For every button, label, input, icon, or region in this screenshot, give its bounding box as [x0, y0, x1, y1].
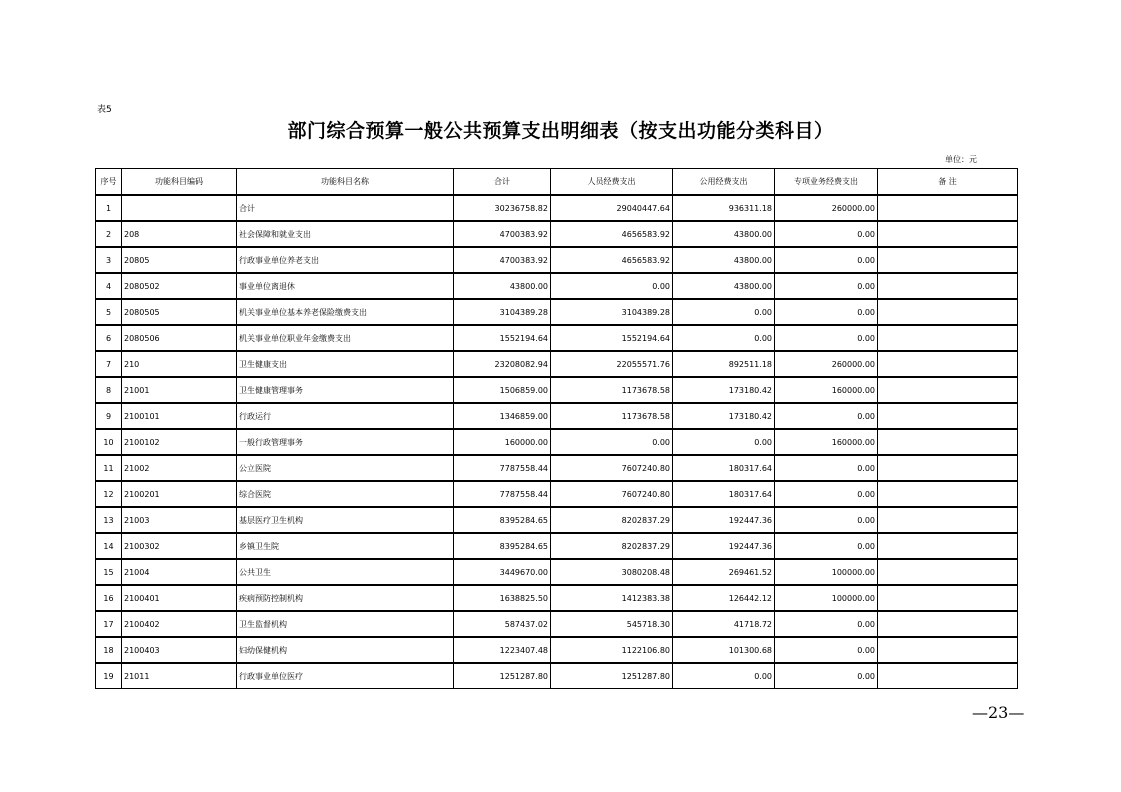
cell-note — [878, 559, 1018, 585]
cell-name: 卫生监督机构 — [237, 611, 454, 637]
cell-idx: 6 — [96, 325, 122, 351]
cell-note — [878, 611, 1018, 637]
cell-special: 0.00 — [775, 325, 878, 351]
cell-name: 公立医院 — [237, 455, 454, 481]
cell-public: 269461.52 — [673, 559, 775, 585]
cell-total: 30236758.82 — [454, 195, 551, 221]
cell-public: 43800.00 — [673, 221, 775, 247]
cell-personnel: 1412383.38 — [551, 585, 673, 611]
cell-special: 0.00 — [775, 221, 878, 247]
cell-note — [878, 299, 1018, 325]
cell-name: 疾病预防控制机构 — [237, 585, 454, 611]
cell-special: 260000.00 — [775, 351, 878, 377]
cell-idx: 13 — [96, 507, 122, 533]
cell-name: 机关事业单位基本养老保险缴费支出 — [237, 299, 454, 325]
table-row — [96, 663, 1018, 689]
column-header: 备 注 — [878, 169, 1018, 196]
table-body — [96, 195, 1018, 689]
cell-name: 合计 — [237, 195, 454, 221]
cell-public: 41718.72 — [673, 611, 775, 637]
cell-public: 126442.12 — [673, 585, 775, 611]
cell-special: 0.00 — [775, 403, 878, 429]
cell-personnel: 0.00 — [551, 429, 673, 455]
cell-note — [878, 403, 1018, 429]
cell-special: 0.00 — [775, 611, 878, 637]
cell-name: 事业单位离退休 — [237, 273, 454, 299]
cell-name: 乡镇卫生院 — [237, 533, 454, 559]
cell-total: 7787558.44 — [454, 455, 551, 481]
cell-personnel: 22055571.76 — [551, 351, 673, 377]
cell-public: 0.00 — [673, 299, 775, 325]
cell-idx: 12 — [96, 481, 122, 507]
cell-public: 0.00 — [673, 325, 775, 351]
cell-code: 2100201 — [122, 481, 237, 507]
cell-personnel: 1122106.80 — [551, 637, 673, 663]
cell-idx: 19 — [96, 663, 122, 689]
cell-total: 1638825.50 — [454, 585, 551, 611]
cell-idx: 1 — [96, 195, 122, 221]
cell-code: 20805 — [122, 247, 237, 273]
cell-total: 4700383.92 — [454, 221, 551, 247]
cell-name: 行政事业单位医疗 — [237, 663, 454, 689]
cell-personnel: 7607240.80 — [551, 455, 673, 481]
cell-special: 0.00 — [775, 507, 878, 533]
cell-special: 0.00 — [775, 481, 878, 507]
cell-total: 3449670.00 — [454, 559, 551, 585]
cell-note — [878, 663, 1018, 689]
column-header: 专项业务经费支出 — [775, 169, 878, 196]
table-row — [96, 637, 1018, 663]
cell-personnel: 8202837.29 — [551, 507, 673, 533]
cell-special: 0.00 — [775, 299, 878, 325]
cell-idx: 11 — [96, 455, 122, 481]
cell-total: 3104389.28 — [454, 299, 551, 325]
cell-note — [878, 507, 1018, 533]
cell-personnel: 0.00 — [551, 273, 673, 299]
column-header: 合计 — [454, 169, 551, 196]
cell-code: 2100402 — [122, 611, 237, 637]
cell-personnel: 1173678.58 — [551, 377, 673, 403]
cell-personnel: 545718.30 — [551, 611, 673, 637]
cell-special: 100000.00 — [775, 559, 878, 585]
cell-public: 173180.42 — [673, 377, 775, 403]
cell-total: 587437.02 — [454, 611, 551, 637]
cell-idx: 5 — [96, 299, 122, 325]
cell-public: 192447.36 — [673, 533, 775, 559]
cell-code: 2100101 — [122, 403, 237, 429]
cell-idx: 14 — [96, 533, 122, 559]
table-row — [96, 533, 1018, 559]
cell-code: 210 — [122, 351, 237, 377]
cell-total: 4700383.92 — [454, 247, 551, 273]
table-row — [96, 221, 1018, 247]
cell-name: 机关事业单位职业年金缴费支出 — [237, 325, 454, 351]
page-title: 部门综合预算一般公共预算支出明细表（按支出功能分类科目） — [287, 120, 834, 142]
cell-idx: 4 — [96, 273, 122, 299]
cell-note — [878, 247, 1018, 273]
cell-personnel: 8202837.29 — [551, 533, 673, 559]
cell-public: 892511.18 — [673, 351, 775, 377]
cell-name: 社会保障和就业支出 — [237, 221, 454, 247]
cell-special: 0.00 — [775, 247, 878, 273]
cell-idx: 2 — [96, 221, 122, 247]
cell-total: 7787558.44 — [454, 481, 551, 507]
table-header-row — [96, 169, 1018, 196]
table-row — [96, 559, 1018, 585]
cell-code: 21003 — [122, 507, 237, 533]
cell-name: 卫生健康支出 — [237, 351, 454, 377]
cell-code: 2100102 — [122, 429, 237, 455]
cell-total: 1223407.48 — [454, 637, 551, 663]
cell-note — [878, 637, 1018, 663]
table-row — [96, 481, 1018, 507]
cell-personnel: 4656583.92 — [551, 221, 673, 247]
cell-idx: 7 — [96, 351, 122, 377]
cell-total: 160000.00 — [454, 429, 551, 455]
cell-code: 21001 — [122, 377, 237, 403]
table-label: 表5 — [97, 105, 112, 115]
column-header: 功能科目编码 — [122, 169, 237, 196]
cell-special: 100000.00 — [775, 585, 878, 611]
cell-note — [878, 533, 1018, 559]
cell-total: 1251287.80 — [454, 663, 551, 689]
cell-name: 一般行政管理事务 — [237, 429, 454, 455]
cell-total: 23208082.94 — [454, 351, 551, 377]
column-header: 功能科目名称 — [237, 169, 454, 196]
cell-code: 2100403 — [122, 637, 237, 663]
cell-name: 公共卫生 — [237, 559, 454, 585]
cell-total: 1506859.00 — [454, 377, 551, 403]
cell-note — [878, 325, 1018, 351]
cell-public: 180317.64 — [673, 455, 775, 481]
cell-total: 43800.00 — [454, 273, 551, 299]
cell-public: 936311.18 — [673, 195, 775, 221]
cell-public: 43800.00 — [673, 247, 775, 273]
budget-table — [95, 168, 1018, 689]
cell-idx: 9 — [96, 403, 122, 429]
cell-public: 101300.68 — [673, 637, 775, 663]
cell-name: 妇幼保健机构 — [237, 637, 454, 663]
cell-note — [878, 455, 1018, 481]
cell-code — [122, 195, 237, 221]
column-header: 公用经费支出 — [673, 169, 775, 196]
table-row — [96, 351, 1018, 377]
cell-code: 21004 — [122, 559, 237, 585]
cell-code: 2080506 — [122, 325, 237, 351]
cell-special: 0.00 — [775, 273, 878, 299]
cell-special: 0.00 — [775, 663, 878, 689]
column-header: 人员经费支出 — [551, 169, 673, 196]
cell-code: 2100302 — [122, 533, 237, 559]
cell-code: 2080505 — [122, 299, 237, 325]
cell-personnel: 3080208.48 — [551, 559, 673, 585]
cell-special: 0.00 — [775, 455, 878, 481]
cell-special: 0.00 — [775, 533, 878, 559]
cell-idx: 16 — [96, 585, 122, 611]
table-row — [96, 429, 1018, 455]
cell-total: 8395284.65 — [454, 533, 551, 559]
cell-name: 综合医院 — [237, 481, 454, 507]
cell-code: 21002 — [122, 455, 237, 481]
cell-special: 160000.00 — [775, 377, 878, 403]
cell-personnel: 1552194.64 — [551, 325, 673, 351]
table-row — [96, 403, 1018, 429]
cell-public: 192447.36 — [673, 507, 775, 533]
cell-note — [878, 221, 1018, 247]
cell-note — [878, 429, 1018, 455]
cell-name: 行政事业单位养老支出 — [237, 247, 454, 273]
cell-name: 行政运行 — [237, 403, 454, 429]
cell-note — [878, 585, 1018, 611]
table-row — [96, 507, 1018, 533]
cell-note — [878, 377, 1018, 403]
table-row — [96, 325, 1018, 351]
column-header: 序号 — [96, 169, 122, 196]
unit-label: 单位：元 — [945, 155, 977, 164]
cell-public: 0.00 — [673, 429, 775, 455]
cell-idx: 10 — [96, 429, 122, 455]
cell-name: 基层医疗卫生机构 — [237, 507, 454, 533]
cell-note — [878, 351, 1018, 377]
cell-code: 2100401 — [122, 585, 237, 611]
cell-code: 2080502 — [122, 273, 237, 299]
cell-note — [878, 481, 1018, 507]
table-row — [96, 299, 1018, 325]
table-row — [96, 455, 1018, 481]
cell-total: 8395284.65 — [454, 507, 551, 533]
page-number: —23— — [972, 703, 1025, 722]
cell-idx: 8 — [96, 377, 122, 403]
table-row — [96, 585, 1018, 611]
cell-idx: 17 — [96, 611, 122, 637]
cell-special: 260000.00 — [775, 195, 878, 221]
cell-public: 43800.00 — [673, 273, 775, 299]
table-row — [96, 273, 1018, 299]
cell-personnel: 3104389.28 — [551, 299, 673, 325]
cell-public: 0.00 — [673, 663, 775, 689]
table-row — [96, 611, 1018, 637]
table-row — [96, 195, 1018, 221]
cell-idx: 3 — [96, 247, 122, 273]
cell-code: 208 — [122, 221, 237, 247]
cell-personnel: 7607240.80 — [551, 481, 673, 507]
cell-total: 1552194.64 — [454, 325, 551, 351]
cell-code: 21011 — [122, 663, 237, 689]
table-row — [96, 247, 1018, 273]
cell-public: 173180.42 — [673, 403, 775, 429]
cell-idx: 15 — [96, 559, 122, 585]
cell-total: 1346859.00 — [454, 403, 551, 429]
cell-personnel: 4656583.92 — [551, 247, 673, 273]
cell-special: 160000.00 — [775, 429, 878, 455]
table-row — [96, 377, 1018, 403]
cell-personnel: 29040447.64 — [551, 195, 673, 221]
cell-personnel: 1173678.58 — [551, 403, 673, 429]
cell-name: 卫生健康管理事务 — [237, 377, 454, 403]
cell-note — [878, 273, 1018, 299]
cell-idx: 18 — [96, 637, 122, 663]
cell-public: 180317.64 — [673, 481, 775, 507]
cell-personnel: 1251287.80 — [551, 663, 673, 689]
cell-note — [878, 195, 1018, 221]
cell-special: 0.00 — [775, 637, 878, 663]
